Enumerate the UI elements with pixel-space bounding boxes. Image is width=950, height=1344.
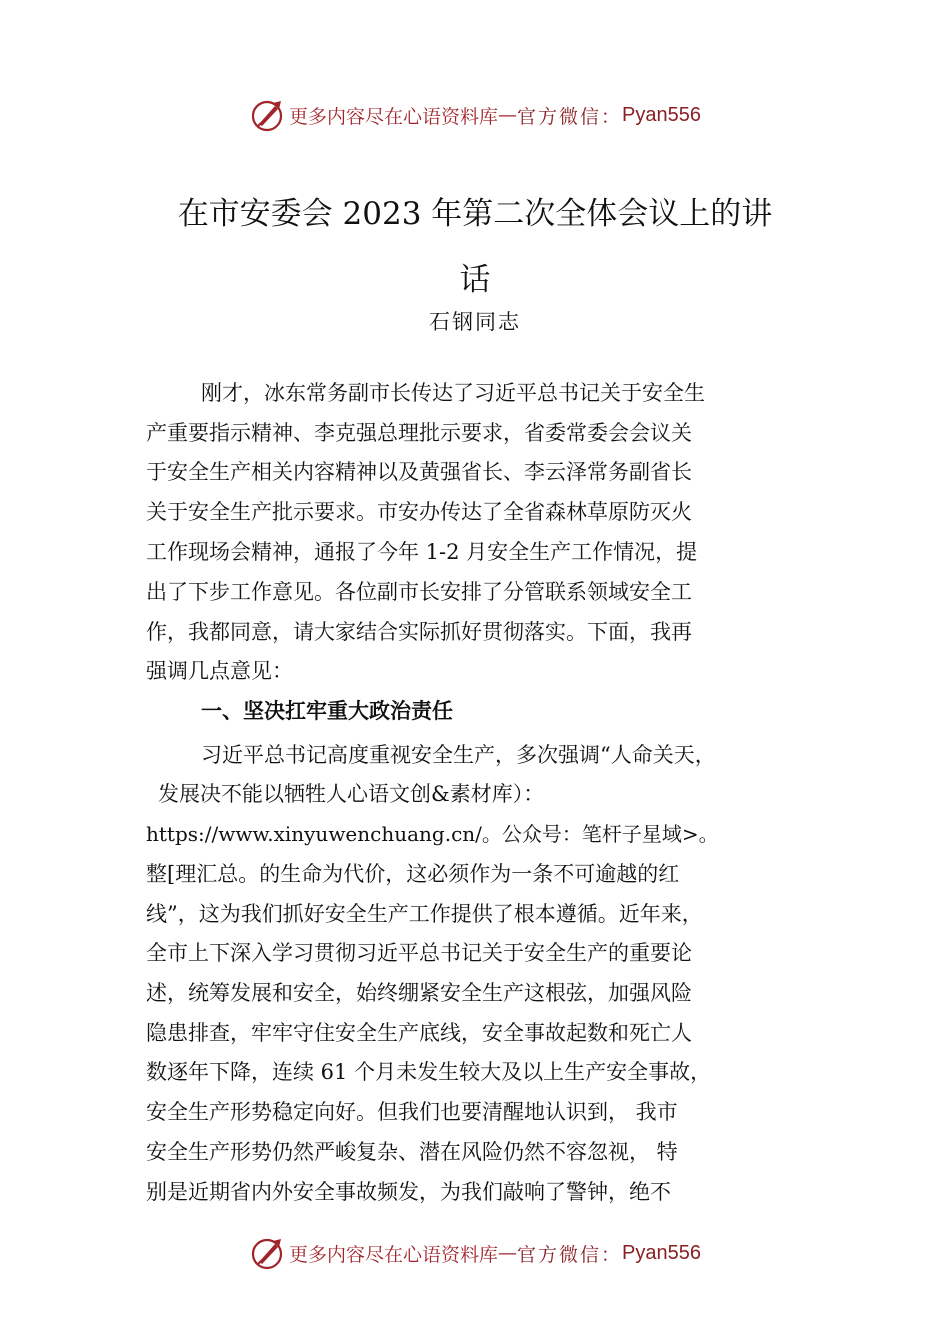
paragraph-line: 刚才，冰东常务副市长传达了习近平总书记关于安全生 [201, 381, 705, 405]
paragraph-line: 安全生产形势稳定向好。但我们也要清醒地认识到， 我市 [146, 1100, 678, 1124]
watermark-label: 官方微信： [517, 105, 623, 128]
watermark-brand: 更多内容尽在心语资料库 [289, 1243, 499, 1266]
paragraph-line: 出了下步工作意见。各位副市长安排了分管联系领域安全工 [146, 580, 692, 604]
paragraph-line: 整[理汇总。的生命为代价，这必须作为一条不可逾越的红 [146, 862, 680, 886]
quill-seal-icon [249, 1235, 285, 1271]
header-watermark [0, 95, 950, 135]
paragraph-line: 工作现场会精神，通报了今年 1-2 月安全生产工作情况，提 [146, 540, 698, 564]
paragraph-line: 安全生产形势仍然严峻复杂、潜在风险仍然不容忽视， 特 [146, 1140, 678, 1164]
paragraph-line: 数逐年下降，连续 61 个月未发生较大及以上生产安全事故， [146, 1060, 712, 1084]
paragraph-line: 习近平总书记高度重视安全生产，多次强调“人命关天， [201, 743, 716, 767]
paragraph-line: 强调几点意见： [146, 659, 293, 683]
paragraph-line: 发展决不能以牺牲人心语文创&素材库）： [158, 782, 545, 806]
paragraph-line: 述，统筹发展和安全，始终绷紧安全生产这根弦，加强风险 [146, 981, 692, 1005]
watermark-account: Pyan556 [622, 1241, 701, 1264]
watermark-brand: 更多内容尽在心语资料库 [289, 105, 499, 128]
watermark-separator: — [498, 1242, 518, 1264]
document-title-line2: 话 [459, 262, 491, 298]
watermark-separator: — [498, 104, 518, 126]
paragraph-line: 隐患排查，牢牢守住安全生产底线，安全事故起数和死亡人 [146, 1021, 692, 1045]
paragraph-line: 产重要指示精神、李克强总理批示要求，省委常委会会议关 [146, 421, 692, 445]
paragraph-line: 作，我都同意，请大家结合实际抓好贯彻落实。下面，我再 [146, 620, 692, 644]
quill-seal-icon [249, 97, 285, 133]
paragraph-line: 线”，这为我们抓好安全生产工作提供了根本遵循。近年来， [146, 902, 703, 926]
paragraph-line: 全市上下深入学习贯彻习近平总书记关于安全生产的重要论 [146, 941, 692, 965]
watermark-label: 官方微信： [517, 1243, 623, 1266]
footer-watermark [0, 1233, 950, 1273]
document-author: 石钢同志 [429, 310, 521, 334]
section-heading: 一、坚决扛牢重大政治责任 [201, 699, 453, 723]
paragraph-line: 别是近期省内外安全事故频发，为我们敲响了警钟，绝不 [146, 1180, 671, 1204]
watermark-account: Pyan556 [622, 103, 701, 126]
paragraph-line: 关于安全生产批示要求。市安办传达了全省森林草原防灭火 [146, 500, 692, 524]
document-title-line1: 在市安委会 2023 年第二次全体会议上的讲 [177, 196, 773, 232]
paragraph-line: https://www.xinyuwenchuang.cn/。公众号：笔杆子星域>。 [146, 822, 719, 846]
paragraph-line: 于安全生产相关内容精神以及黄强省长、李云泽常务副省长 [146, 460, 692, 484]
